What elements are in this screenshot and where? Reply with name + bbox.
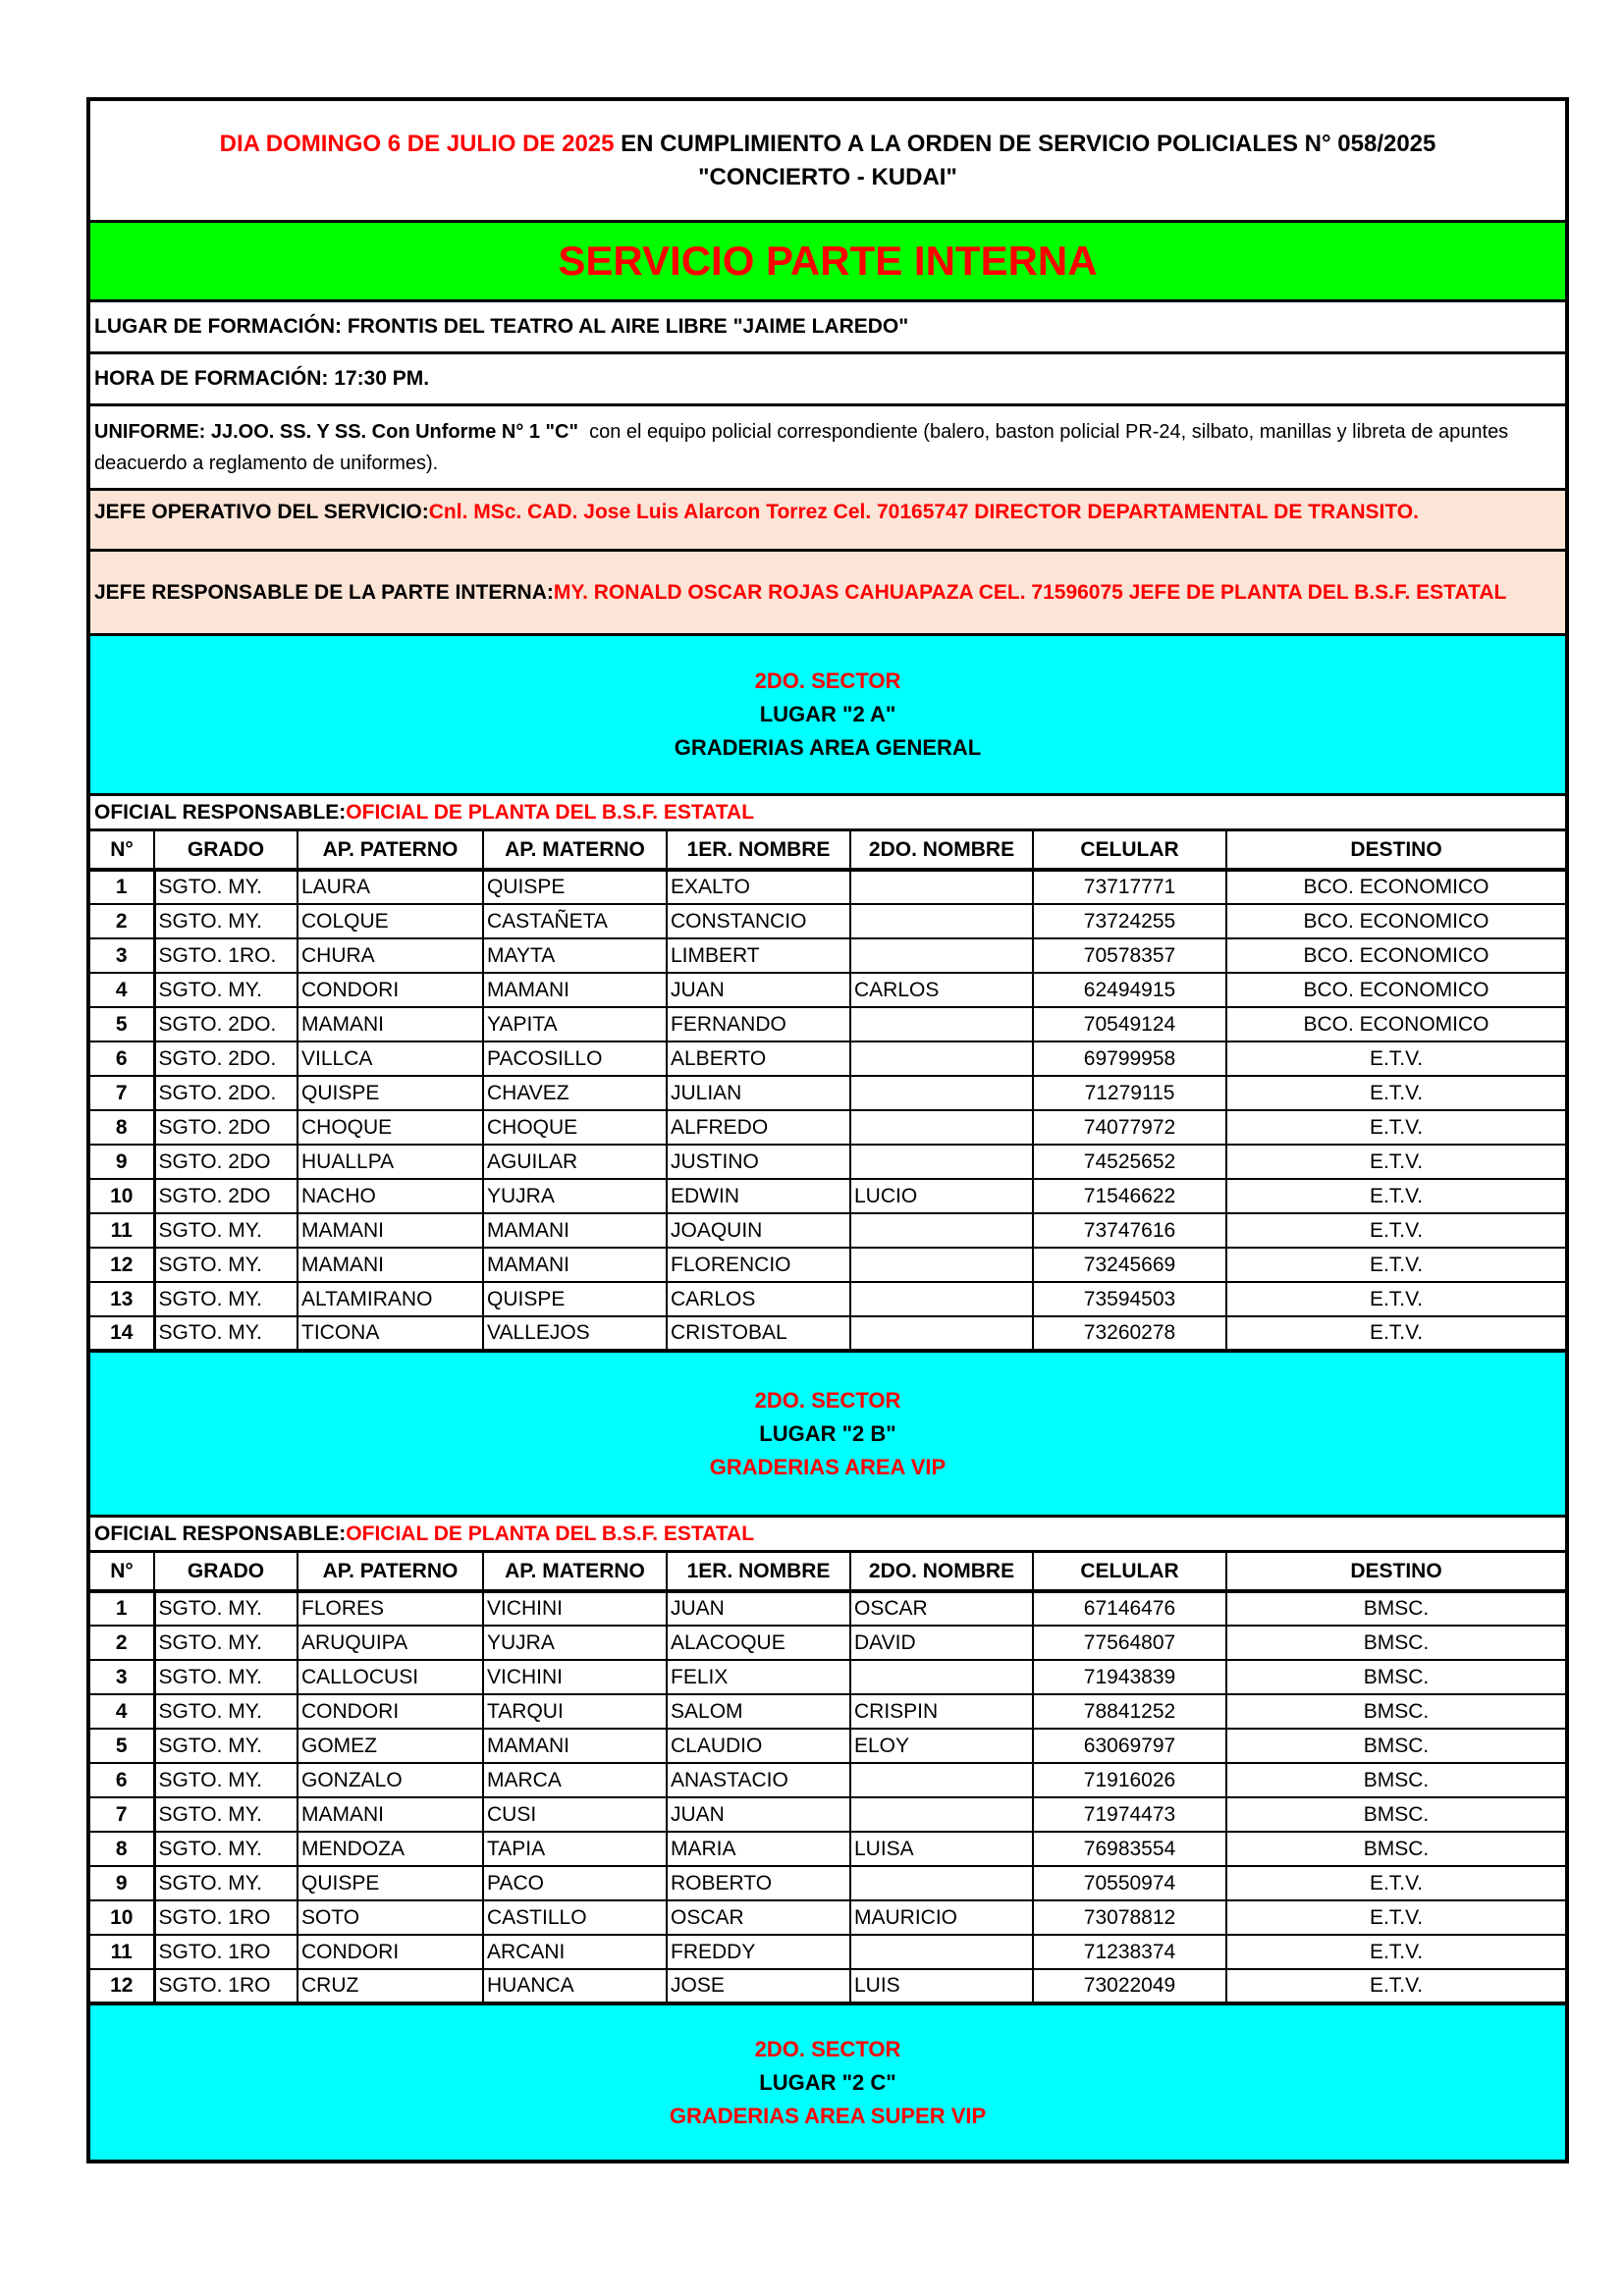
sector-header-2b	[90, 1353, 1565, 1518]
cell-phone: 70578357	[1033, 938, 1226, 973]
responsible-officer-2b	[90, 1518, 1565, 1553]
table-row	[90, 1213, 1565, 1248]
table-row	[90, 938, 1565, 973]
header-event: "CONCIERTO - KUDAI"	[698, 163, 957, 190]
cell-phone: 69799958	[1033, 1041, 1226, 1076]
cell-number: 1	[90, 1591, 154, 1626]
cell-paternal-surname: CALLOCUSI	[298, 1660, 483, 1694]
cell-second-name: LUIS	[850, 1969, 1033, 2003]
cell-second-name	[850, 1076, 1033, 1110]
cell-destination: E.T.V.	[1226, 1213, 1565, 1248]
roster-table-2b	[90, 1553, 1565, 2005]
column-header-paternal-surname: AP. PATERNO	[298, 1553, 483, 1591]
cell-second-name	[850, 1041, 1033, 1076]
cell-grade: SGTO. MY.	[154, 1729, 298, 1763]
uniform-info	[90, 406, 1565, 491]
cell-destination: BCO. ECONOMICO	[1226, 973, 1565, 1007]
cell-destination: BCO. ECONOMICO	[1226, 938, 1565, 973]
cell-maternal-surname: CHAVEZ	[483, 1076, 667, 1110]
cell-paternal-surname: GOMEZ	[298, 1729, 483, 1763]
cell-grade: SGTO. 1RO	[154, 1935, 298, 1969]
table-row	[90, 973, 1565, 1007]
cell-first-name: MARIA	[667, 1832, 850, 1866]
cell-paternal-surname: CHOQUE	[298, 1110, 483, 1145]
sector-label: 2DO. SECTOR	[754, 2036, 901, 2061]
cell-maternal-surname: QUISPE	[483, 870, 667, 904]
cell-number: 8	[90, 1832, 154, 1866]
cell-number: 2	[90, 904, 154, 938]
cell-second-name	[850, 1145, 1033, 1179]
sector-area: GRADERIAS AREA SUPER VIP	[669, 2103, 987, 2128]
cell-phone: 63069797	[1033, 1729, 1226, 1763]
cell-number: 10	[90, 1179, 154, 1213]
cell-phone: 70549124	[1033, 1007, 1226, 1041]
cell-paternal-surname: ARUQUIPA	[298, 1626, 483, 1660]
cell-destination: E.T.V.	[1226, 1076, 1565, 1110]
cell-destination: BMSC.	[1226, 1729, 1565, 1763]
cell-destination: E.T.V.	[1226, 1900, 1565, 1935]
cell-destination: BMSC.	[1226, 1694, 1565, 1729]
column-header-first-name: 1ER. NOMBRE	[667, 1553, 850, 1591]
cell-paternal-surname: CONDORI	[298, 1935, 483, 1969]
cell-phone: 71974473	[1033, 1797, 1226, 1832]
cell-number: 14	[90, 1316, 154, 1351]
cell-second-name	[850, 1660, 1033, 1694]
cell-second-name	[850, 904, 1033, 938]
table-row	[90, 1145, 1565, 1179]
table-row	[90, 1179, 1565, 1213]
cell-paternal-surname: QUISPE	[298, 1076, 483, 1110]
cell-first-name: EXALTO	[667, 870, 850, 904]
cell-phone: 73245669	[1033, 1248, 1226, 1282]
cell-paternal-surname: CRUZ	[298, 1969, 483, 2003]
cell-maternal-surname: CUSI	[483, 1797, 667, 1832]
column-header-second-name: 2DO. NOMBRE	[850, 831, 1033, 870]
cell-second-name	[850, 1866, 1033, 1900]
column-header-maternal-surname: AP. MATERNO	[483, 831, 667, 870]
table-row	[90, 1110, 1565, 1145]
cell-second-name: LUCIO	[850, 1179, 1033, 1213]
cell-first-name: CONSTANCIO	[667, 904, 850, 938]
cell-number: 9	[90, 1145, 154, 1179]
service-order-sheet	[86, 97, 1569, 2163]
cell-destination: E.T.V.	[1226, 1282, 1565, 1316]
cell-paternal-surname: TICONA	[298, 1316, 483, 1351]
column-header-paternal-surname: AP. PATERNO	[298, 831, 483, 870]
cell-maternal-surname: PACOSILLO	[483, 1041, 667, 1076]
column-header-number: N°	[90, 1553, 154, 1591]
cell-number: 12	[90, 1969, 154, 2003]
cell-grade: SGTO. MY.	[154, 1626, 298, 1660]
cell-paternal-surname: MAMANI	[298, 1797, 483, 1832]
table-row	[90, 1694, 1565, 1729]
table-row	[90, 1660, 1565, 1694]
cell-first-name: ANASTACIO	[667, 1763, 850, 1797]
cell-destination: E.T.V.	[1226, 1041, 1565, 1076]
sector-label: 2DO. SECTOR	[754, 1387, 901, 1413]
cell-phone: 71943839	[1033, 1660, 1226, 1694]
cell-maternal-surname: MAYTA	[483, 938, 667, 973]
cell-grade: SGTO. 2DO.	[154, 1076, 298, 1110]
cell-first-name: FLORENCIO	[667, 1248, 850, 1282]
cell-paternal-surname: MAMANI	[298, 1248, 483, 1282]
cell-grade: SGTO. MY.	[154, 973, 298, 1007]
sector-header-2a	[90, 636, 1565, 796]
cell-second-name: OSCAR	[850, 1591, 1033, 1626]
cell-first-name: ROBERTO	[667, 1866, 850, 1900]
cell-destination: BCO. ECONOMICO	[1226, 904, 1565, 938]
cell-maternal-surname: MAMANI	[483, 1213, 667, 1248]
cell-phone: 73594503	[1033, 1282, 1226, 1316]
sector-place: LUGAR "2 A"	[759, 702, 896, 726]
operations-chief-value: Cnl. MSc. CAD. Jose Luis Alarcon Torrez Cel. 70165747 DIRECTOR DEPARTAMENTAL DE TRANSITO.	[428, 501, 1419, 523]
cell-first-name: ALBERTO	[667, 1041, 850, 1076]
cell-first-name: JUSTINO	[667, 1145, 850, 1179]
formation-time	[90, 354, 1565, 406]
cell-phone: 71546622	[1033, 1179, 1226, 1213]
roster-table-2a	[90, 831, 1565, 1353]
table-row	[90, 1969, 1565, 2003]
internal-chief-value: MY. RONALD OSCAR ROJAS CAHUAPAZA CEL. 71596075 JEFE DE PLANTA DEL B.S.F. ESTATAL	[553, 580, 1507, 604]
formation-time-text: HORA DE FORMACIÓN: 17:30 PM.	[94, 367, 430, 390]
cell-grade: SGTO. 1RO.	[154, 938, 298, 973]
cell-destination: E.T.V.	[1226, 1316, 1565, 1351]
cell-number: 5	[90, 1007, 154, 1041]
cell-number: 6	[90, 1041, 154, 1076]
cell-number: 12	[90, 1248, 154, 1282]
cell-first-name: LIMBERT	[667, 938, 850, 973]
cell-first-name: JOSE	[667, 1969, 850, 2003]
cell-phone: 71916026	[1033, 1763, 1226, 1797]
cell-paternal-surname: CHURA	[298, 938, 483, 973]
cell-phone: 77564807	[1033, 1626, 1226, 1660]
table-row	[90, 904, 1565, 938]
cell-number: 9	[90, 1866, 154, 1900]
cell-grade: SGTO. MY.	[154, 1660, 298, 1694]
cell-destination: E.T.V.	[1226, 1110, 1565, 1145]
cell-grade: SGTO. MY.	[154, 904, 298, 938]
cell-maternal-surname: YAPITA	[483, 1007, 667, 1041]
cell-phone: 73717771	[1033, 870, 1226, 904]
cell-paternal-surname: MAMANI	[298, 1007, 483, 1041]
cell-first-name: SALOM	[667, 1694, 850, 1729]
cell-first-name: FERNANDO	[667, 1007, 850, 1041]
cell-paternal-surname: HUALLPA	[298, 1145, 483, 1179]
cell-grade: SGTO. MY.	[154, 870, 298, 904]
cell-destination: E.T.V.	[1226, 1145, 1565, 1179]
formation-place	[90, 302, 1565, 354]
table-row	[90, 1763, 1565, 1797]
cell-first-name: JULIAN	[667, 1076, 850, 1110]
cell-maternal-surname: MAMANI	[483, 1248, 667, 1282]
table-row	[90, 1832, 1565, 1866]
uniform-text: con el equipo policial correspondiente (balero, baston policial PR-24, silbato, manillas y libreta de apuntes deacuerdo a reglamento de uniformes).	[94, 420, 1514, 474]
cell-number: 1	[90, 870, 154, 904]
cell-first-name: JOAQUIN	[667, 1213, 850, 1248]
cell-maternal-surname: AGUILAR	[483, 1145, 667, 1179]
cell-second-name	[850, 1763, 1033, 1797]
cell-second-name	[850, 1797, 1033, 1832]
uniform-label: UNIFORME: JJ.OO. SS. Y SS. Con Unforme N° 1 "C"	[94, 420, 578, 443]
cell-phone: 73747616	[1033, 1213, 1226, 1248]
officer-value: OFICIAL DE PLANTA DEL B.S.F. ESTATAL	[346, 800, 755, 824]
document-header	[90, 101, 1565, 223]
internal-chief	[90, 552, 1565, 636]
cell-destination: BCO. ECONOMICO	[1226, 870, 1565, 904]
service-title: SERVICIO PARTE INTERNA	[90, 223, 1565, 302]
cell-destination: E.T.V.	[1226, 1248, 1565, 1282]
cell-number: 13	[90, 1282, 154, 1316]
cell-paternal-surname: MENDOZA	[298, 1832, 483, 1866]
cell-paternal-surname: FLORES	[298, 1591, 483, 1626]
cell-first-name: ALACOQUE	[667, 1626, 850, 1660]
cell-number: 8	[90, 1110, 154, 1145]
cell-maternal-surname: HUANCA	[483, 1969, 667, 2003]
cell-second-name: LUISA	[850, 1832, 1033, 1866]
cell-phone: 73022049	[1033, 1969, 1226, 2003]
cell-paternal-surname: MAMANI	[298, 1213, 483, 1248]
cell-first-name: FREDDY	[667, 1935, 850, 1969]
sector-area: GRADERIAS AREA VIP	[709, 1454, 947, 1479]
column-header-maternal-surname: AP. MATERNO	[483, 1553, 667, 1591]
cell-first-name: JUAN	[667, 1797, 850, 1832]
cell-destination: E.T.V.	[1226, 1969, 1565, 2003]
cell-maternal-surname: VICHINI	[483, 1660, 667, 1694]
column-header-grade: GRADO	[154, 1553, 298, 1591]
formation-place-text: LUGAR DE FORMACIÓN: FRONTIS DEL TEATRO AL AIRE LIBRE "JAIME LAREDO"	[94, 315, 909, 338]
cell-phone: 78841252	[1033, 1694, 1226, 1729]
cell-first-name: JUAN	[667, 973, 850, 1007]
cell-destination: BMSC.	[1226, 1797, 1565, 1832]
cell-grade: SGTO. 2DO	[154, 1179, 298, 1213]
cell-destination: BMSC.	[1226, 1763, 1565, 1797]
cell-maternal-surname: VALLEJOS	[483, 1316, 667, 1351]
cell-phone: 73260278	[1033, 1316, 1226, 1351]
cell-grade: SGTO. MY.	[154, 1832, 298, 1866]
cell-destination: BMSC.	[1226, 1832, 1565, 1866]
sector-header-2c	[90, 2005, 1565, 2160]
cell-maternal-surname: MARCA	[483, 1763, 667, 1797]
table-row	[90, 1591, 1565, 1626]
cell-destination: E.T.V.	[1226, 1866, 1565, 1900]
cell-maternal-surname: QUISPE	[483, 1282, 667, 1316]
cell-grade: SGTO. 2DO	[154, 1110, 298, 1145]
cell-number: 11	[90, 1935, 154, 1969]
cell-number: 2	[90, 1626, 154, 1660]
officer-value: OFICIAL DE PLANTA DEL B.S.F. ESTATAL	[346, 1522, 755, 1545]
cell-grade: SGTO. MY.	[154, 1763, 298, 1797]
table-row	[90, 1935, 1565, 1969]
header-order: EN CUMPLIMIENTO A LA ORDEN DE SERVICIO POLICIALES N° 058/2025	[614, 130, 1436, 157]
column-header-grade: GRADO	[154, 831, 298, 870]
cell-number: 11	[90, 1213, 154, 1248]
table-row	[90, 1041, 1565, 1076]
cell-paternal-surname: NACHO	[298, 1179, 483, 1213]
cell-destination: BMSC.	[1226, 1591, 1565, 1626]
cell-maternal-surname: MAMANI	[483, 1729, 667, 1763]
cell-phone: 70550974	[1033, 1866, 1226, 1900]
column-header-phone: CELULAR	[1033, 831, 1226, 870]
cell-number: 3	[90, 1660, 154, 1694]
cell-first-name: EDWIN	[667, 1179, 850, 1213]
cell-second-name	[850, 870, 1033, 904]
cell-number: 4	[90, 1694, 154, 1729]
cell-first-name: CRISTOBAL	[667, 1316, 850, 1351]
cell-second-name: CRISPIN	[850, 1694, 1033, 1729]
table-row	[90, 1076, 1565, 1110]
table-row	[90, 1729, 1565, 1763]
cell-paternal-surname: SOTO	[298, 1900, 483, 1935]
table-row	[90, 1248, 1565, 1282]
cell-grade: SGTO. 2DO.	[154, 1007, 298, 1041]
column-header-destination: DESTINO	[1226, 1553, 1565, 1591]
cell-second-name: DAVID	[850, 1626, 1033, 1660]
column-header-second-name: 2DO. NOMBRE	[850, 1553, 1033, 1591]
cell-paternal-surname: VILLCA	[298, 1041, 483, 1076]
cell-maternal-surname: MAMANI	[483, 973, 667, 1007]
cell-first-name: OSCAR	[667, 1900, 850, 1935]
table-row	[90, 1007, 1565, 1041]
internal-chief-label: JEFE RESPONSABLE DE LA PARTE INTERNA:	[94, 580, 554, 604]
responsible-officer-2a	[90, 796, 1565, 831]
officer-label: OFICIAL RESPONSABLE:	[94, 800, 347, 824]
cell-phone: 74525652	[1033, 1145, 1226, 1179]
table-header	[90, 1553, 1565, 1591]
cell-second-name	[850, 1248, 1033, 1282]
cell-paternal-surname: CONDORI	[298, 973, 483, 1007]
cell-number: 7	[90, 1076, 154, 1110]
cell-maternal-surname: YUJRA	[483, 1179, 667, 1213]
cell-grade: SGTO. MY.	[154, 1694, 298, 1729]
table-row	[90, 1626, 1565, 1660]
cell-maternal-surname: TARQUI	[483, 1694, 667, 1729]
cell-first-name: CARLOS	[667, 1282, 850, 1316]
cell-destination: BMSC.	[1226, 1626, 1565, 1660]
column-header-phone: CELULAR	[1033, 1553, 1226, 1591]
officer-label: OFICIAL RESPONSABLE:	[94, 1522, 347, 1545]
cell-number: 6	[90, 1763, 154, 1797]
table-row	[90, 870, 1565, 904]
cell-number: 10	[90, 1900, 154, 1935]
cell-paternal-surname: ALTAMIRANO	[298, 1282, 483, 1316]
cell-first-name: CLAUDIO	[667, 1729, 850, 1763]
cell-second-name	[850, 1110, 1033, 1145]
header-line-1	[220, 128, 1436, 161]
cell-number: 4	[90, 973, 154, 1007]
cell-grade: SGTO. 1RO	[154, 1969, 298, 2003]
cell-maternal-surname: PACO	[483, 1866, 667, 1900]
column-header-first-name: 1ER. NOMBRE	[667, 831, 850, 870]
cell-destination: BCO. ECONOMICO	[1226, 1007, 1565, 1041]
cell-destination: BMSC.	[1226, 1660, 1565, 1694]
cell-maternal-surname: TAPIA	[483, 1832, 667, 1866]
operations-chief	[90, 491, 1565, 552]
cell-number: 3	[90, 938, 154, 973]
sector-place: LUGAR "2 C"	[759, 2069, 896, 2095]
cell-second-name	[850, 1213, 1033, 1248]
cell-destination: E.T.V.	[1226, 1179, 1565, 1213]
cell-grade: SGTO. 2DO	[154, 1145, 298, 1179]
sector-label: 2DO. SECTOR	[754, 668, 901, 693]
cell-grade: SGTO. MY.	[154, 1282, 298, 1316]
cell-grade: SGTO. MY.	[154, 1248, 298, 1282]
cell-maternal-surname: CASTAÑETA	[483, 904, 667, 938]
cell-phone: 76983554	[1033, 1832, 1226, 1866]
cell-second-name: ELOY	[850, 1729, 1033, 1763]
cell-maternal-surname: VICHINI	[483, 1591, 667, 1626]
cell-grade: SGTO. MY.	[154, 1213, 298, 1248]
cell-maternal-surname: CASTILLO	[483, 1900, 667, 1935]
cell-grade: SGTO. 2DO.	[154, 1041, 298, 1076]
cell-grade: SGTO. 1RO	[154, 1900, 298, 1935]
cell-paternal-surname: LAURA	[298, 870, 483, 904]
table-header	[90, 831, 1565, 870]
cell-grade: SGTO. MY.	[154, 1591, 298, 1626]
cell-second-name	[850, 1282, 1033, 1316]
cell-maternal-surname: YUJRA	[483, 1626, 667, 1660]
cell-second-name: MAURICIO	[850, 1900, 1033, 1935]
cell-paternal-surname: QUISPE	[298, 1866, 483, 1900]
cell-phone: 73724255	[1033, 904, 1226, 938]
cell-second-name	[850, 1935, 1033, 1969]
column-header-destination: DESTINO	[1226, 831, 1565, 870]
column-header-number: N°	[90, 831, 154, 870]
cell-phone: 67146476	[1033, 1591, 1226, 1626]
cell-second-name: CARLOS	[850, 973, 1033, 1007]
cell-grade: SGTO. MY.	[154, 1316, 298, 1351]
cell-phone: 74077972	[1033, 1110, 1226, 1145]
cell-grade: SGTO. MY.	[154, 1866, 298, 1900]
cell-second-name	[850, 938, 1033, 973]
cell-paternal-surname: CONDORI	[298, 1694, 483, 1729]
header-date: DIA DOMINGO 6 DE JULIO DE 2025	[219, 130, 615, 157]
cell-second-name	[850, 1316, 1033, 1351]
cell-first-name: JUAN	[667, 1591, 850, 1626]
sector-place: LUGAR "2 B"	[759, 1420, 896, 1446]
cell-first-name: FELIX	[667, 1660, 850, 1694]
table-row	[90, 1866, 1565, 1900]
cell-maternal-surname: ARCANI	[483, 1935, 667, 1969]
cell-maternal-surname: CHOQUE	[483, 1110, 667, 1145]
cell-second-name	[850, 1007, 1033, 1041]
operations-chief-label: JEFE OPERATIVO DEL SERVICIO:	[94, 501, 429, 523]
table-row	[90, 1900, 1565, 1935]
cell-grade: SGTO. MY.	[154, 1797, 298, 1832]
cell-paternal-surname: GONZALO	[298, 1763, 483, 1797]
cell-phone: 62494915	[1033, 973, 1226, 1007]
cell-phone: 71238374	[1033, 1935, 1226, 1969]
cell-number: 7	[90, 1797, 154, 1832]
cell-paternal-surname: COLQUE	[298, 904, 483, 938]
cell-phone: 71279115	[1033, 1076, 1226, 1110]
sector-area: GRADERIAS AREA GENERAL	[674, 735, 982, 760]
cell-first-name: ALFREDO	[667, 1110, 850, 1145]
table-row	[90, 1282, 1565, 1316]
cell-destination: E.T.V.	[1226, 1935, 1565, 1969]
cell-number: 5	[90, 1729, 154, 1763]
table-row	[90, 1316, 1565, 1351]
cell-phone: 73078812	[1033, 1900, 1226, 1935]
table-row	[90, 1797, 1565, 1832]
